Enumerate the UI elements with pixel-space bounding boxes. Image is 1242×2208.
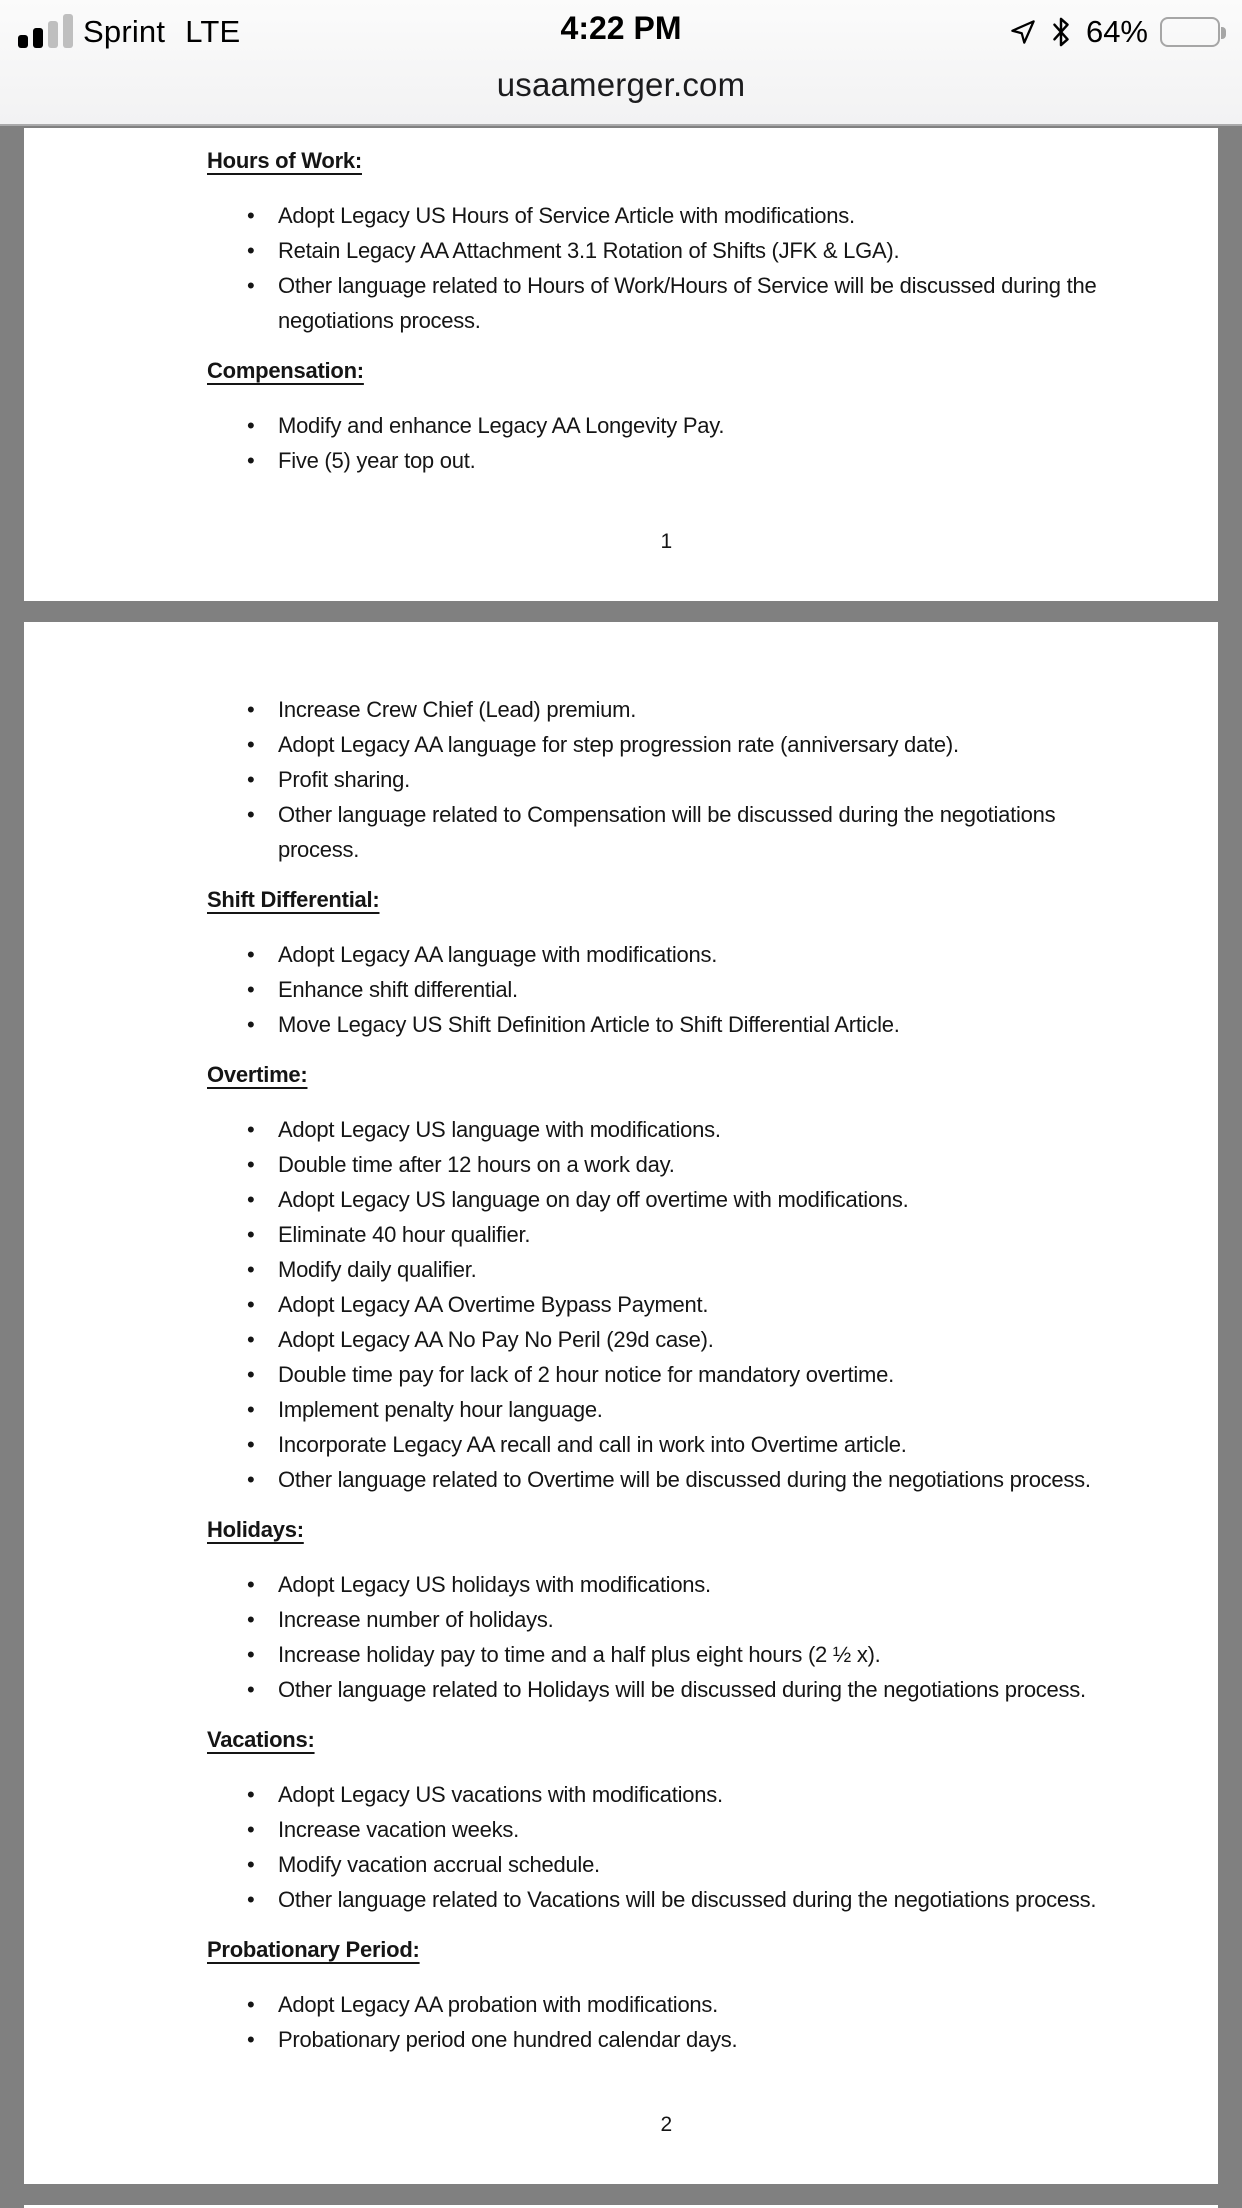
bullet-list bbox=[207, 1112, 1198, 1497]
bullet-line: Implement penalty hour language. bbox=[278, 1397, 603, 1422]
status-left-cluster bbox=[18, 14, 240, 50]
signal-bar-3 bbox=[48, 21, 58, 48]
bullet-list bbox=[207, 1777, 1198, 1917]
section-heading: Hours of Work: bbox=[207, 148, 362, 173]
bullet-text bbox=[278, 797, 1198, 867]
bullet-item bbox=[207, 408, 1198, 443]
bullet-marker-icon: • bbox=[247, 1467, 255, 1492]
bluetooth-icon bbox=[1050, 16, 1072, 48]
battery-percent: 64% bbox=[1085, 14, 1148, 49]
bullet-text bbox=[278, 1217, 1198, 1252]
bullet-item bbox=[207, 1252, 1198, 1287]
bullet-text bbox=[278, 1427, 1198, 1462]
bullet-item bbox=[207, 937, 1198, 972]
bullet-text bbox=[278, 1182, 1198, 1217]
bullet-marker-icon: • bbox=[247, 1607, 255, 1632]
bullet-marker-icon: • bbox=[247, 767, 255, 792]
bullet-text bbox=[278, 233, 1198, 268]
bullet-marker-icon: • bbox=[247, 1257, 255, 1282]
bullet-item bbox=[207, 1462, 1198, 1497]
bullet-list bbox=[207, 198, 1198, 338]
status-right-cluster bbox=[1008, 14, 1220, 50]
bullet-item bbox=[207, 1287, 1198, 1322]
bullet-line: Profit sharing. bbox=[278, 767, 410, 792]
bullet-marker-icon: • bbox=[247, 1187, 255, 1212]
bullet-line: Adopt Legacy AA language for step progression rate (anniversary date). bbox=[278, 732, 959, 757]
bullet-line: Retain Legacy AA Attachment 3.1 Rotation of Shifts (JFK & LGA). bbox=[278, 238, 900, 263]
bullet-line: Adopt Legacy US vacations with modifications. bbox=[278, 1782, 723, 1807]
bullet-marker-icon: • bbox=[247, 1397, 255, 1422]
bullet-text bbox=[278, 1392, 1198, 1427]
bullet-text bbox=[278, 2022, 1198, 2057]
document-page-1 bbox=[24, 128, 1218, 601]
bullet-marker-icon: • bbox=[247, 2027, 255, 2052]
bullet-text bbox=[278, 1252, 1198, 1287]
bullet-item bbox=[207, 2022, 1198, 2057]
bullet-text bbox=[278, 268, 1198, 338]
bullet-item bbox=[207, 1217, 1198, 1252]
bullet-item bbox=[207, 1987, 1198, 2022]
bullet-item bbox=[207, 1182, 1198, 1217]
page-number: 1 bbox=[660, 530, 673, 553]
bullet-line: Other language related to Overtime will be discussed during the negotiations process. bbox=[278, 1467, 1091, 1492]
bullet-item bbox=[207, 1777, 1198, 1812]
section-heading: Probationary Period: bbox=[207, 1937, 420, 1962]
page-content bbox=[24, 622, 1218, 2184]
bullet-line: Adopt Legacy US language on day off overtime with modifications. bbox=[278, 1187, 909, 1212]
bullet-list bbox=[207, 1567, 1198, 1707]
address-bar[interactable]: usaamerger.com bbox=[496, 66, 746, 103]
battery-icon bbox=[1160, 17, 1220, 47]
bullet-line: Adopt Legacy AA language with modifications. bbox=[278, 942, 718, 967]
bullet-marker-icon: • bbox=[247, 238, 255, 263]
bullet-line: Other language related to Hours of Work/Hours of Service will be discussed during the bbox=[278, 273, 1097, 298]
bullet-line: Increase vacation weeks. bbox=[278, 1817, 520, 1842]
bullet-item bbox=[207, 692, 1198, 727]
bullet-item bbox=[207, 198, 1198, 233]
bullet-marker-icon: • bbox=[247, 732, 255, 757]
bullet-line: Move Legacy US Shift Definition Article to Shift Differential Article. bbox=[278, 1012, 900, 1037]
bullet-item bbox=[207, 1882, 1198, 1917]
bullet-line: Increase Crew Chief (Lead) premium. bbox=[278, 697, 637, 722]
bullet-list bbox=[207, 692, 1198, 867]
bullet-text bbox=[278, 692, 1198, 727]
bullet-text bbox=[278, 1462, 1198, 1497]
address-bar-row bbox=[0, 54, 1242, 116]
bullet-item bbox=[207, 443, 1198, 478]
bullet-line: Incorporate Legacy AA recall and call in work into Overtime article. bbox=[278, 1432, 907, 1457]
section-heading: Overtime: bbox=[207, 1062, 308, 1087]
cellular-signal-icon bbox=[18, 16, 73, 50]
bullet-line: Other language related to Vacations will be discussed during the negotiations process. bbox=[278, 1887, 1097, 1912]
bullet-item bbox=[207, 1427, 1198, 1462]
bullet-line: negotiations process. bbox=[278, 308, 481, 333]
bullet-line: Enhance shift differential. bbox=[278, 977, 518, 1002]
bullet-item bbox=[207, 1812, 1198, 1847]
bullet-text bbox=[278, 1567, 1198, 1602]
bullet-text bbox=[278, 762, 1198, 797]
bullet-text bbox=[278, 1147, 1198, 1182]
bullet-text bbox=[278, 1637, 1198, 1672]
bullet-item bbox=[207, 972, 1198, 1007]
bullet-marker-icon: • bbox=[247, 1362, 255, 1387]
bullet-line: Increase number of holidays. bbox=[278, 1607, 554, 1632]
section-heading: Holidays: bbox=[207, 1517, 304, 1542]
bullet-text bbox=[278, 1287, 1198, 1322]
bullet-marker-icon: • bbox=[247, 1152, 255, 1177]
bullet-line: Other language related to Holidays will be discussed during the negotiations process. bbox=[278, 1677, 1086, 1702]
bullet-marker-icon: • bbox=[247, 1677, 255, 1702]
bullet-marker-icon: • bbox=[247, 1887, 255, 1912]
network-type-label: LTE bbox=[185, 14, 241, 49]
bullet-marker-icon: • bbox=[247, 802, 255, 827]
bullet-item bbox=[207, 797, 1198, 867]
bullet-marker-icon: • bbox=[247, 1012, 255, 1037]
bullet-item bbox=[207, 1392, 1198, 1427]
bullet-item bbox=[207, 1567, 1198, 1602]
bullet-marker-icon: • bbox=[247, 1222, 255, 1247]
bullet-text bbox=[278, 1602, 1198, 1637]
bullet-marker-icon: • bbox=[247, 273, 255, 298]
bullet-item bbox=[207, 1112, 1198, 1147]
bullet-item bbox=[207, 1602, 1198, 1637]
section-heading: Vacations: bbox=[207, 1727, 315, 1752]
bullet-item bbox=[207, 1847, 1198, 1882]
bullet-marker-icon: • bbox=[247, 1327, 255, 1352]
bullet-text bbox=[278, 1357, 1198, 1392]
location-arrow-icon bbox=[1008, 17, 1038, 47]
bullet-list bbox=[207, 1987, 1198, 2057]
bullet-line: Adopt Legacy AA No Pay No Peril (29d case). bbox=[278, 1327, 714, 1352]
bullet-text bbox=[278, 1882, 1198, 1917]
bullet-marker-icon: • bbox=[247, 1292, 255, 1317]
bullet-text bbox=[278, 408, 1198, 443]
bullet-marker-icon: • bbox=[247, 1992, 255, 2017]
bullet-line: Adopt Legacy AA probation with modifications. bbox=[278, 1992, 719, 2017]
bullet-text bbox=[278, 1777, 1198, 1812]
bullet-text bbox=[278, 1847, 1198, 1882]
bullet-line: Probationary period one hundred calendar days. bbox=[278, 2027, 738, 2052]
signal-bar-2 bbox=[33, 28, 43, 48]
bullet-text bbox=[278, 1007, 1198, 1042]
bullet-line: Modify daily qualifier. bbox=[278, 1257, 477, 1282]
section-heading: Shift Differential: bbox=[207, 887, 380, 912]
pdf-viewport[interactable] bbox=[0, 128, 1242, 2208]
bullet-marker-icon: • bbox=[247, 1572, 255, 1597]
bullet-line: Double time pay for lack of 2 hour notice for mandatory overtime. bbox=[278, 1362, 894, 1387]
bullet-marker-icon: • bbox=[247, 942, 255, 967]
bullet-marker-icon: • bbox=[247, 977, 255, 1002]
bullet-item bbox=[207, 727, 1198, 762]
bullet-marker-icon: • bbox=[247, 413, 255, 438]
bullet-list bbox=[207, 937, 1198, 1042]
safari-top-bar bbox=[0, 0, 1242, 126]
bullet-marker-icon: • bbox=[247, 1642, 255, 1667]
bullet-text bbox=[278, 1672, 1198, 1707]
bullet-text bbox=[278, 198, 1198, 233]
bullet-item bbox=[207, 1672, 1198, 1707]
bullet-line: Adopt Legacy US language with modifications. bbox=[278, 1117, 721, 1142]
bullet-line: Other language related to Compensation will be discussed during the negotiations bbox=[278, 802, 1056, 827]
bullet-line: process. bbox=[278, 837, 360, 862]
page-number: 2 bbox=[660, 2113, 673, 2136]
bullet-line: Adopt Legacy US Hours of Service Article with modifications. bbox=[278, 203, 855, 228]
status-bar bbox=[0, 0, 1242, 54]
bullet-item bbox=[207, 1322, 1198, 1357]
bullet-line: Adopt Legacy US holidays with modifications. bbox=[278, 1572, 711, 1597]
battery-nub bbox=[1221, 27, 1226, 39]
bullet-item bbox=[207, 1637, 1198, 1672]
bullet-text bbox=[278, 937, 1198, 972]
bullet-line: Five (5) year top out. bbox=[278, 448, 476, 473]
bullet-line: Adopt Legacy AA Overtime Bypass Payment. bbox=[278, 1292, 709, 1317]
bullet-item bbox=[207, 268, 1198, 338]
bullet-item bbox=[207, 1357, 1198, 1392]
bullet-text bbox=[278, 443, 1198, 478]
signal-bar-4 bbox=[63, 14, 73, 48]
bullet-marker-icon: • bbox=[247, 1852, 255, 1877]
signal-bar-1 bbox=[18, 35, 28, 48]
bullet-marker-icon: • bbox=[247, 1432, 255, 1457]
bullet-line: Modify vacation accrual schedule. bbox=[278, 1852, 600, 1877]
bullet-item bbox=[207, 1007, 1198, 1042]
bullet-line: Eliminate 40 hour qualifier. bbox=[278, 1222, 531, 1247]
bullet-item bbox=[207, 762, 1198, 797]
bullet-text bbox=[278, 727, 1198, 762]
bullet-marker-icon: • bbox=[247, 1117, 255, 1142]
clock: 4:22 PM bbox=[560, 10, 682, 46]
bullet-marker-icon: • bbox=[247, 1817, 255, 1842]
bullet-marker-icon: • bbox=[247, 1782, 255, 1807]
bullet-line: Increase holiday pay to time and a half plus eight hours (2 ½ x). bbox=[278, 1642, 881, 1667]
carrier-label: Sprint bbox=[83, 14, 166, 49]
section-heading: Compensation: bbox=[207, 358, 364, 383]
bullet-line: Modify and enhance Legacy AA Longevity Pay. bbox=[278, 413, 725, 438]
bullet-item bbox=[207, 1147, 1198, 1182]
bullet-list bbox=[207, 408, 1198, 478]
bullet-text bbox=[278, 1112, 1198, 1147]
bullet-item bbox=[207, 233, 1198, 268]
bullet-text bbox=[278, 1322, 1198, 1357]
document-page-2 bbox=[24, 622, 1218, 2184]
page-content bbox=[24, 128, 1218, 601]
bullet-line: Double time after 12 hours on a work day. bbox=[278, 1152, 675, 1177]
bullet-text bbox=[278, 972, 1198, 1007]
bullet-marker-icon: • bbox=[247, 448, 255, 473]
bullet-marker-icon: • bbox=[247, 203, 255, 228]
bullet-marker-icon: • bbox=[247, 697, 255, 722]
bullet-text bbox=[278, 1987, 1198, 2022]
bullet-text bbox=[278, 1812, 1198, 1847]
